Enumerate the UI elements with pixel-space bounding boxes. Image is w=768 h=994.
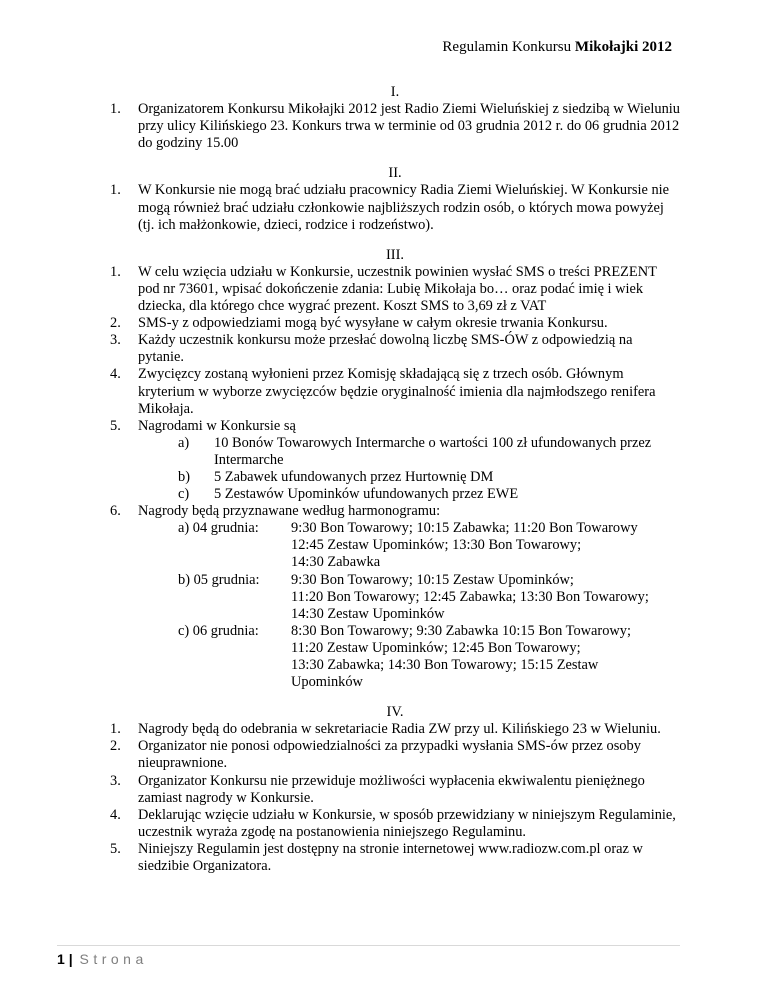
schedule-line: 11:20 Bon Towarowy; 12:45 Zabawka; 13:30 Bon Towarowy; bbox=[291, 588, 649, 605]
item-text: Nagrody będą do odebrania w sekretariacie Radia ZW przy ul. Kilińskiego 23 w Wieluniu. bbox=[138, 721, 661, 738]
item-number: 6. bbox=[110, 503, 121, 520]
item-number: 1. bbox=[110, 101, 121, 118]
item-text: Każdy uczestnik konkursu może przesłać dowolną liczbę SMS-ÓW z odpowiedzią na pytanie. bbox=[138, 332, 633, 366]
schedule-line: 9:30 Bon Towarowy; 10:15 Zabawka; 11:20 Bon Towarowy bbox=[291, 520, 638, 537]
schedule-row bbox=[138, 520, 680, 571]
section-list bbox=[110, 721, 680, 875]
sub-text: 10 Bonów Towarowych Intermarche o wartości 100 zł ufundowanych przez Intermarche bbox=[214, 434, 652, 468]
list-item bbox=[110, 503, 680, 691]
item-number: 5. bbox=[110, 840, 121, 857]
item-number: 1. bbox=[110, 182, 121, 199]
prize-item bbox=[138, 469, 680, 486]
item-number: 1. bbox=[110, 721, 121, 738]
list-item bbox=[110, 332, 680, 366]
section-title: III. bbox=[386, 246, 404, 263]
list-item bbox=[110, 264, 680, 315]
item-text: Organizatorem Konkursu Mikołajki 2012 jest Radio Ziemi Wieluńskiej z siedzibą w Wieluniu przy ulicy Kilińskiego 23. Konkurs trwa w terminie od 03 grudnia 2012 r. do 06 grudnia 2012 do godziny 15.00 bbox=[138, 101, 680, 152]
list-item bbox=[110, 182, 680, 233]
schedule-date: b) 05 grudnia: bbox=[178, 571, 260, 588]
sub-text: 5 Zabawek ufundowanych przez Hurtownię DM bbox=[214, 468, 494, 485]
regulations-body bbox=[110, 84, 680, 875]
section-title: IV. bbox=[386, 704, 404, 721]
prize-list bbox=[138, 435, 680, 503]
section-title: II. bbox=[388, 165, 402, 182]
list-item bbox=[110, 773, 680, 807]
schedule-line: 11:20 Zestaw Upominków; 12:45 Bon Towarowy; bbox=[291, 639, 581, 656]
section-list bbox=[110, 182, 680, 233]
schedule-line: 13:30 Zabawka; 14:30 Bon Towarowy; 15:15 Zestaw bbox=[291, 657, 599, 673]
item-number: 1. bbox=[110, 263, 121, 280]
schedule-row bbox=[138, 623, 680, 691]
list-item bbox=[110, 841, 680, 875]
sub-text: 5 Zestawów Upominków ufundowanych przez EWE bbox=[214, 486, 519, 503]
schedule bbox=[138, 520, 680, 691]
item-text: SMS-y z odpowiedziami mogą być wysyłane w całym okresie trwania Konkursu. bbox=[138, 315, 608, 332]
section-list bbox=[110, 101, 680, 152]
item-text: Deklarując wzięcie udziału w Konkursie, w sposób przewidziany w niniejszym Regulaminie, uczestnik wyraża zgodę na postanowienia niniejszego Regulaminu. bbox=[138, 806, 676, 840]
list-item bbox=[110, 315, 680, 332]
list-item bbox=[110, 418, 680, 503]
item-text: Niniejszy Regulamin jest dostępny na stronie internetowej www.radiozw.com.pl oraz w siedzibie Organizatora. bbox=[138, 840, 643, 875]
schedule-date: a) 04 grudnia: bbox=[178, 520, 259, 537]
page-number: 1 bbox=[57, 951, 65, 967]
schedule-line: 14:30 Zestaw Upominków bbox=[291, 605, 445, 622]
footer-separator: | bbox=[68, 951, 73, 967]
page-header bbox=[442, 39, 672, 56]
section-list bbox=[110, 264, 680, 691]
item-text: W celu wzięcia udziału w Konkursie, uczestnik powinien wysłać SMS o treści PREZENT pod nr 73601, wpisać dokończenie zdania: Lubię Mikołaja bo… oraz podać imię i wiek dziecka, dla którego chce wygrać prezent. Koszt SMS to 3,69 zł z VAT bbox=[138, 263, 657, 315]
sub-letter: c) bbox=[178, 486, 190, 503]
list-item bbox=[110, 807, 680, 841]
schedule-line: Upominków bbox=[291, 674, 363, 691]
footer-divider bbox=[57, 945, 680, 946]
item-text: Zwycięzcy zostaną wyłonieni przez Komisję składającą się z trzech osób. Głównym kryterium w wyborze zwycięzców będzie oryginalność imienia dla najmłodszego renifera Mikołaja. bbox=[138, 366, 656, 417]
schedule-line: 12:45 Zestaw Upominków; 13:30 Bon Towarowy; bbox=[291, 537, 582, 554]
item-number: 2. bbox=[110, 315, 121, 332]
item-text: Nagrodami w Konkursie są bbox=[138, 417, 296, 434]
page-footer bbox=[57, 951, 148, 967]
item-number: 4. bbox=[110, 366, 121, 383]
list-item bbox=[110, 366, 680, 417]
item-number: 3. bbox=[110, 332, 121, 349]
footer-label: Strona bbox=[79, 951, 148, 967]
schedule-date: c) 06 grudnia: bbox=[178, 622, 259, 639]
prize-item bbox=[138, 486, 680, 503]
list-item bbox=[110, 721, 680, 738]
schedule-entries bbox=[291, 623, 680, 691]
header-title-bold: Mikołajki 2012 bbox=[574, 39, 672, 55]
item-text: W Konkursie nie mogą brać udziału pracownicy Radia Ziemi Wieluńskiej. W Konkursie nie mogą również brać udziału członkowie najbliższych rodzin osób, o których mowa powyżej (tj. ich małżonkowie, dzieci, rodzice i rodzeństwo). bbox=[138, 182, 670, 233]
header-title: Regulamin Konkursu bbox=[442, 39, 572, 55]
schedule-entries bbox=[291, 572, 680, 623]
item-number: 4. bbox=[110, 806, 121, 823]
item-number: 2. bbox=[110, 738, 121, 755]
prize-item bbox=[138, 435, 680, 469]
list-item bbox=[110, 101, 680, 152]
item-number: 5. bbox=[110, 417, 121, 434]
list-item bbox=[110, 738, 680, 772]
item-number: 3. bbox=[110, 772, 121, 789]
schedule-entries bbox=[291, 520, 680, 571]
item-text: Organizator nie ponosi odpowiedzialności za przypadki wysłania SMS-ów przez osoby nieuprawnione. bbox=[138, 738, 641, 772]
item-text: Nagrody będą przyznawane według harmonogramu: bbox=[138, 503, 441, 520]
item-text: Organizator Konkursu nie przewiduje możliwości wypłacenia ekwiwalentu pieniężnego zamiast nagrody w Konkursie. bbox=[138, 772, 645, 806]
section-title: I. bbox=[390, 84, 400, 100]
schedule-row bbox=[138, 572, 680, 623]
schedule-line: 9:30 Bon Towarowy; 10:15 Zestaw Upominków; bbox=[291, 571, 574, 588]
sub-letter: b) bbox=[178, 468, 190, 485]
schedule-line: 8:30 Bon Towarowy; 9:30 Zabawka 10:15 Bon Towarowy; bbox=[291, 622, 631, 639]
sub-letter: a) bbox=[178, 434, 190, 451]
schedule-line: 14:30 Zabawka bbox=[291, 554, 381, 571]
